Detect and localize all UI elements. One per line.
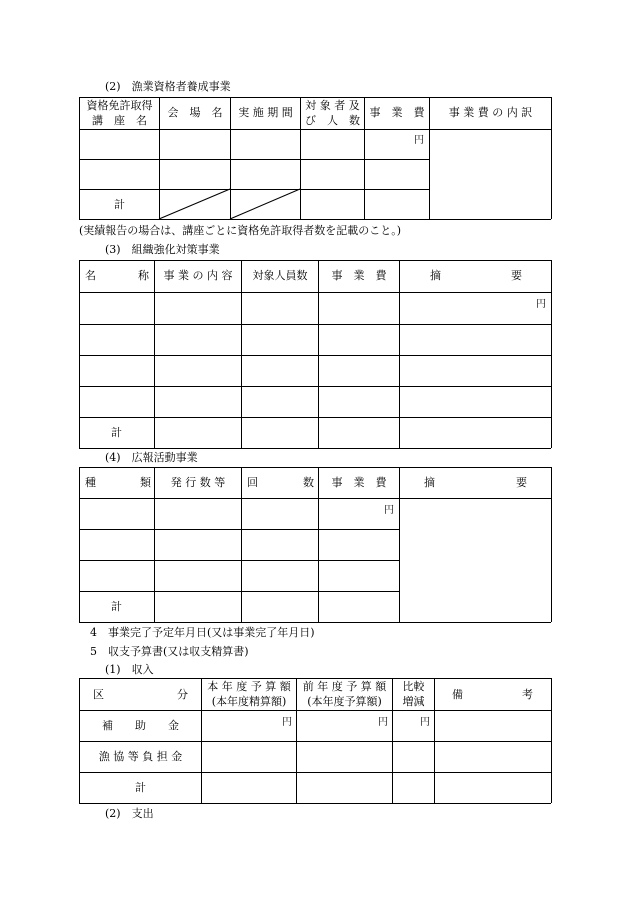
total-label: 計 (135, 781, 146, 794)
previous-budget-header-2: (本年度予算額) (307, 695, 382, 708)
times-header-end: 数 (303, 476, 314, 489)
comparison-header: 比較 (402, 680, 425, 693)
total-label: 計 (111, 600, 122, 613)
yen-unit: 円 (384, 505, 394, 516)
name-header: 名 (85, 269, 96, 282)
people-header: 対象人員数 (252, 269, 308, 282)
income-heading: (1) 収入 (105, 663, 154, 676)
expense-heading: (2) 支出 (105, 807, 154, 820)
cost-header: 事 業 費 (369, 106, 425, 119)
subsidy-row-label: 補 助 金 (102, 719, 179, 732)
notes-header: 備 (452, 688, 463, 701)
division-header-end: 分 (177, 688, 188, 701)
completion-date-item: 4 事業完了予定年月日(又は事業完了年月日) (90, 626, 315, 639)
breakdown-header: 事 業 費 の 内 訳 (448, 106, 533, 119)
diagonal-strike (159, 189, 301, 219)
current-budget-header-2: (本年度精算額) (211, 695, 287, 708)
remark-header-end: 要 (511, 269, 522, 282)
cost-header: 事 業 費 (331, 476, 387, 489)
notes-header-end: 考 (522, 688, 533, 701)
total-label: 計 (114, 198, 125, 211)
cost-header: 事 業 費 (331, 269, 387, 282)
yen-unit: 円 (282, 717, 292, 728)
yen-unit: 円 (536, 299, 546, 310)
content-header: 事 業 の 内 容 (163, 269, 233, 282)
current-budget-header: 本 年 度 予 算 額 (207, 680, 291, 693)
section-2-note: (実績報告の場合は、講座ごとに資格免許取得者数を記載のこと。) (79, 224, 402, 237)
times-header: 回 (247, 476, 258, 489)
previous-budget-header: 前 年 度 予 算 額 (302, 680, 387, 693)
kind-header-end: 類 (140, 476, 151, 489)
remark-header: 摘 (424, 476, 435, 489)
course-header-2: 講 座 名 (92, 114, 147, 127)
yen-unit: 円 (420, 717, 430, 728)
comparison-header-2: 増減 (402, 695, 425, 708)
yen-unit: 円 (378, 717, 388, 728)
venue-header: 会 場 名 (167, 106, 223, 119)
section-4-heading: (4) 広報活動事業 (105, 451, 198, 464)
remark-header: 摘 (430, 269, 441, 282)
coop-burden-row-label: 漁 協 等 負 担 金 (98, 750, 183, 763)
total-label: 計 (111, 426, 122, 439)
division-header: 区 (93, 688, 104, 701)
course-header: 資格免許取得 (86, 99, 153, 112)
period-header: 実 施 期 間 (238, 106, 293, 119)
issue-header: 発 行 数 等 (170, 476, 226, 489)
section-2-heading: (2) 漁業資格者養成事業 (105, 80, 231, 93)
remark-header-end: 要 (516, 476, 527, 489)
name-header-end: 称 (138, 269, 149, 282)
section-3-heading: (3) 組織強化対策事業 (105, 243, 220, 256)
target-header-2: び 人 数 (305, 114, 360, 127)
yen-unit: 円 (414, 135, 424, 146)
budget-item: 5 収支予算書(又は収支精算書) (90, 645, 249, 658)
target-header: 対 象 者 及 (305, 99, 360, 112)
kind-header: 種 (85, 476, 96, 489)
